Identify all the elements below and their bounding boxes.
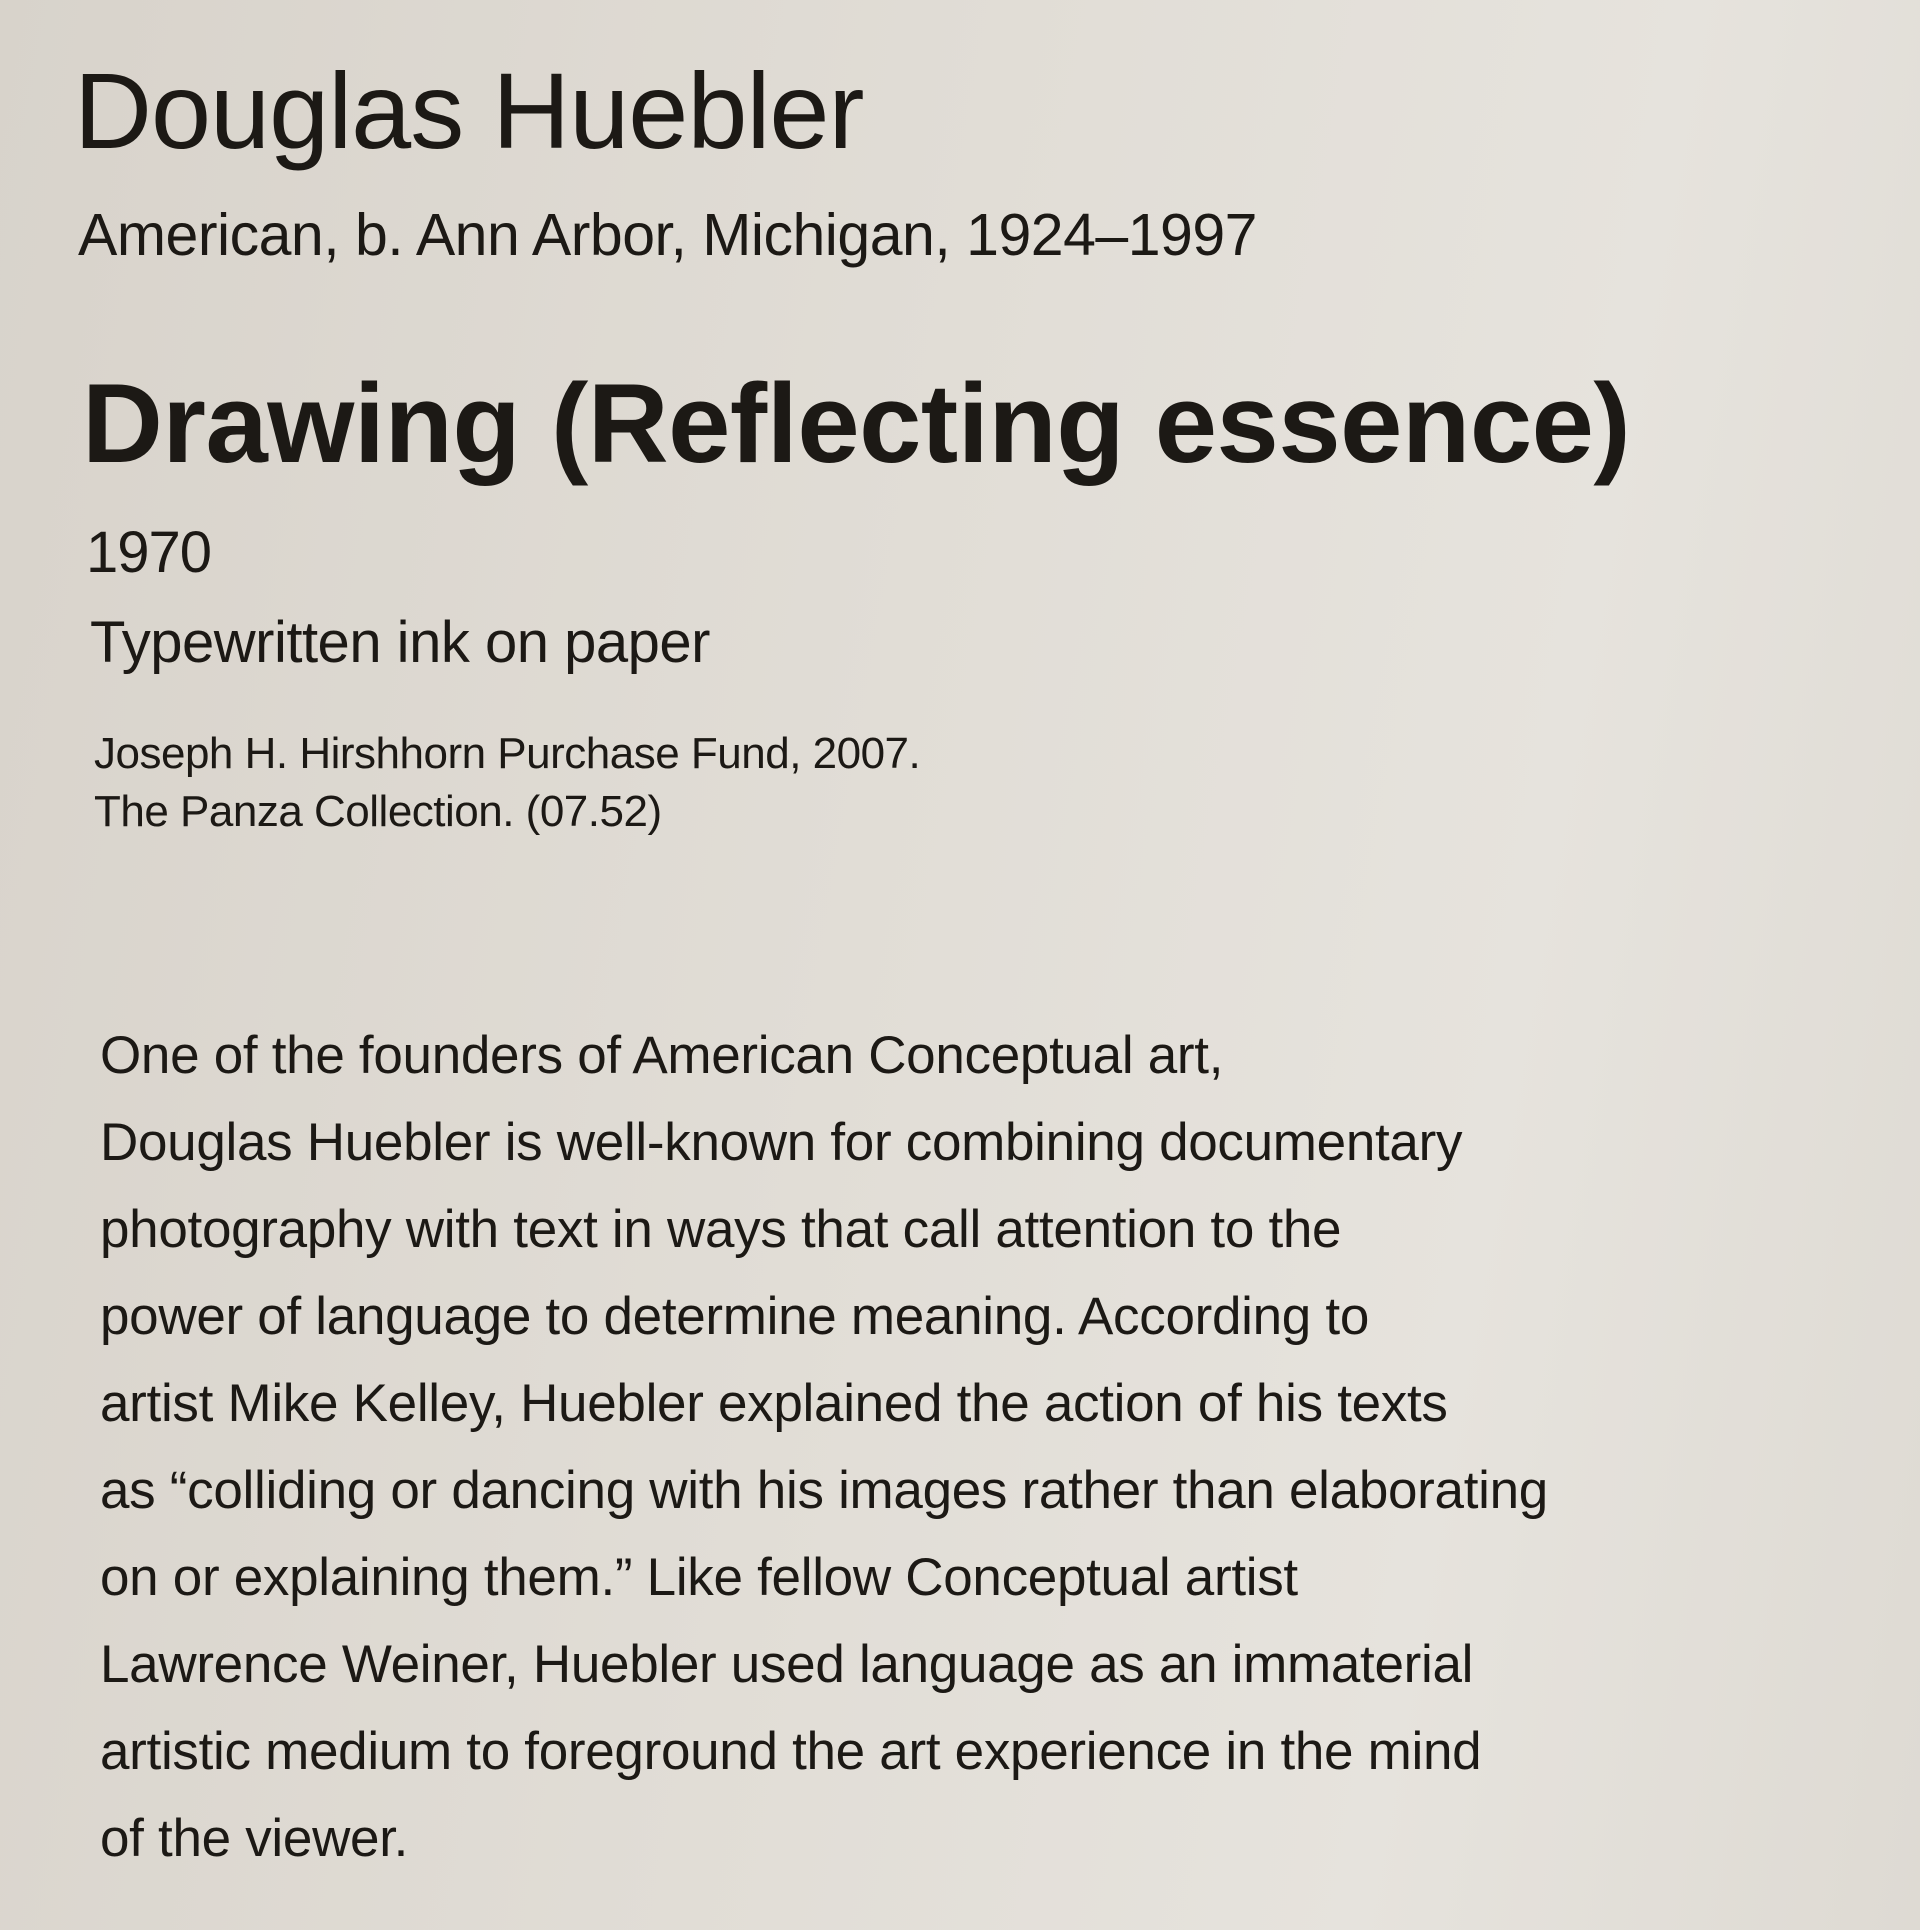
artist-name: Douglas Huebler: [74, 50, 864, 171]
artwork-year: 1970: [86, 520, 212, 585]
credit-line: [94, 725, 920, 841]
credit-line-1: Joseph H. Hirshhorn Purchase Fund, 2007.: [94, 729, 921, 778]
artist-bio: American, b. Ann Arbor, Michigan, 1924–1997: [78, 202, 1257, 268]
description-paragraph: [100, 1012, 1548, 1882]
artwork-medium: Typewritten ink on paper: [90, 610, 710, 675]
description-line: on or explaining them.” Like fellow Conceptual artist: [100, 1548, 1298, 1607]
description-line: One of the founders of American Conceptual art,: [100, 1026, 1224, 1085]
description-line: artistic medium to foreground the art experience in the mind: [100, 1722, 1482, 1781]
credit-line-2: The Panza Collection. (07.52): [94, 787, 662, 836]
description-line: Lawrence Weiner, Huebler used language as an immaterial: [100, 1635, 1474, 1694]
description-line: as “colliding or dancing with his images rather than elaborating: [100, 1461, 1548, 1520]
description-line: Douglas Huebler is well-known for combining documentary: [100, 1113, 1463, 1172]
description-line: of the viewer.: [100, 1809, 409, 1868]
description-line: artist Mike Kelley, Huebler explained the action of his texts: [100, 1374, 1448, 1433]
description-line: power of language to determine meaning. According to: [100, 1287, 1370, 1346]
artwork-title: Drawing (Reflecting essence): [82, 361, 1631, 486]
description-line: photography with text in ways that call attention to the: [100, 1200, 1342, 1259]
